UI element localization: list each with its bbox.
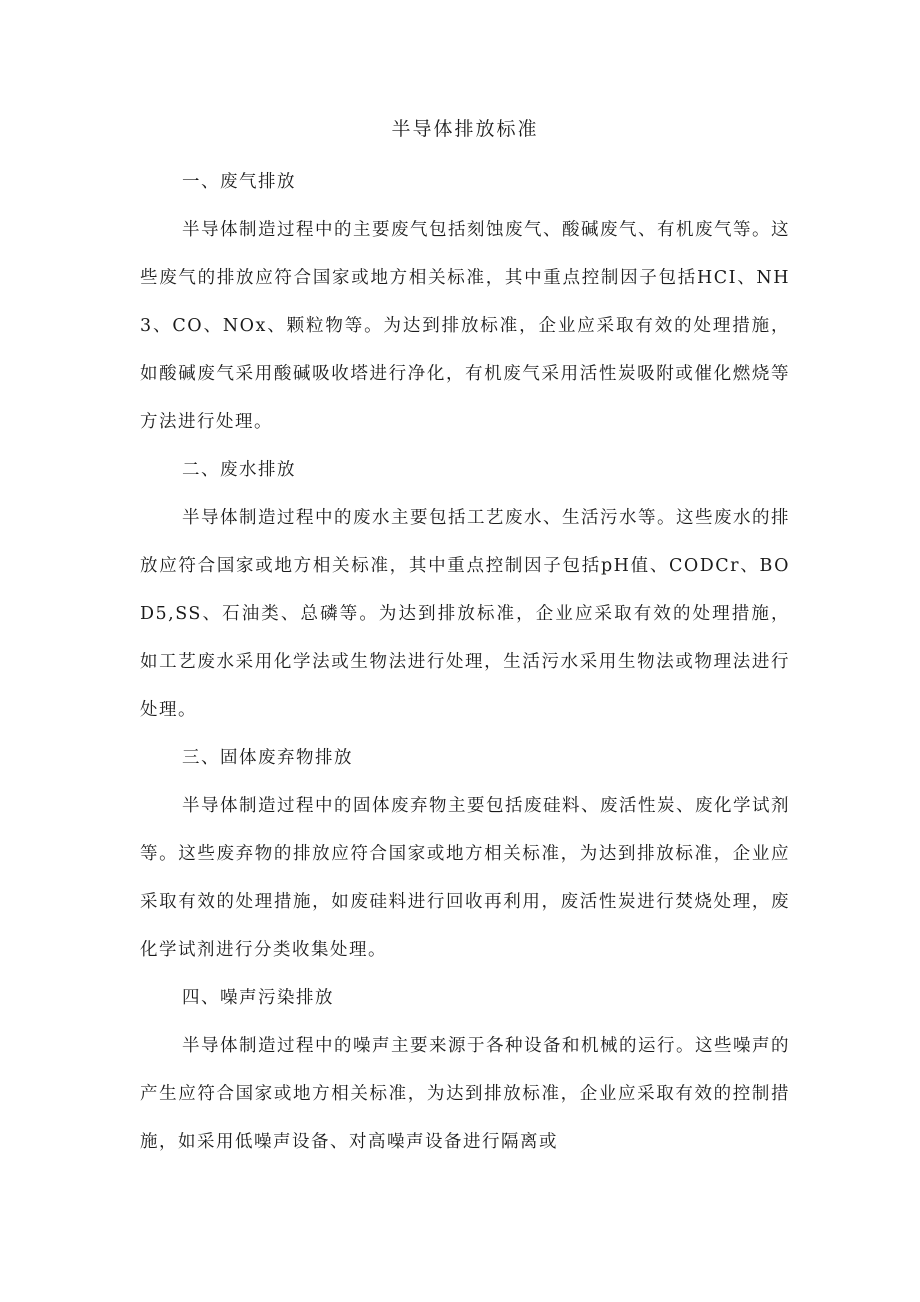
document-title: 半导体排放标准	[391, 118, 539, 140]
document-page	[140, 110, 790, 1166]
section-body: 半导体制造过程中的固体废弃物主要包括废硅料、废活性炭、废化学试剂等。这些废弃物的排放应符合国家或地方相关标准，为达到排放标准，企业应采取有效的处理措施，如废硅料进行回收再利用，废活性炭进行焚烧处理，废化学试剂进行分类收集处理。	[140, 796, 790, 960]
section-heading: 三、固体废弃物排放	[182, 748, 353, 768]
section-body: 半导体制造过程中的噪声主要来源于各种设备和机械的运行。这些噪声的产生应符合国家或地方相关标准，为达到排放标准，企业应采取有效的控制措施，如采用低噪声设备、对高噪声设备进行隔离或	[140, 1036, 790, 1152]
section-heading: 二、废水排放	[182, 460, 296, 480]
section-heading: 一、废气排放	[182, 172, 296, 192]
section-heading: 四、噪声污染排放	[182, 988, 334, 1008]
section-wastewater	[140, 446, 790, 734]
section-noise	[140, 974, 790, 1166]
section-exhaust-gas	[140, 158, 790, 446]
section-body: 半导体制造过程中的废水主要包括工艺废水、生活污水等。这些废水的排放应符合国家或地方相关标准，其中重点控制因子包括pH值、CODCr、BOD5,SS、石油类、总磷等。为达到排放标准，企业应采取有效的处理措施，如工艺废水采用化学法或生物法进行处理，生活污水采用生物法或物理法进行处理。	[140, 508, 790, 720]
section-solid-waste	[140, 734, 790, 974]
section-body: 半导体制造过程中的主要废气包括刻蚀废气、酸碱废气、有机废气等。这些废气的排放应符合国家或地方相关标准，其中重点控制因子包括HCI、NH3、CO、NOx、颗粒物等。为达到排放标准，企业应采取有效的处理措施，如酸碱废气采用酸碱吸收塔进行净化，有机废气采用活性炭吸附或催化燃烧等方法进行处理。	[140, 220, 790, 432]
